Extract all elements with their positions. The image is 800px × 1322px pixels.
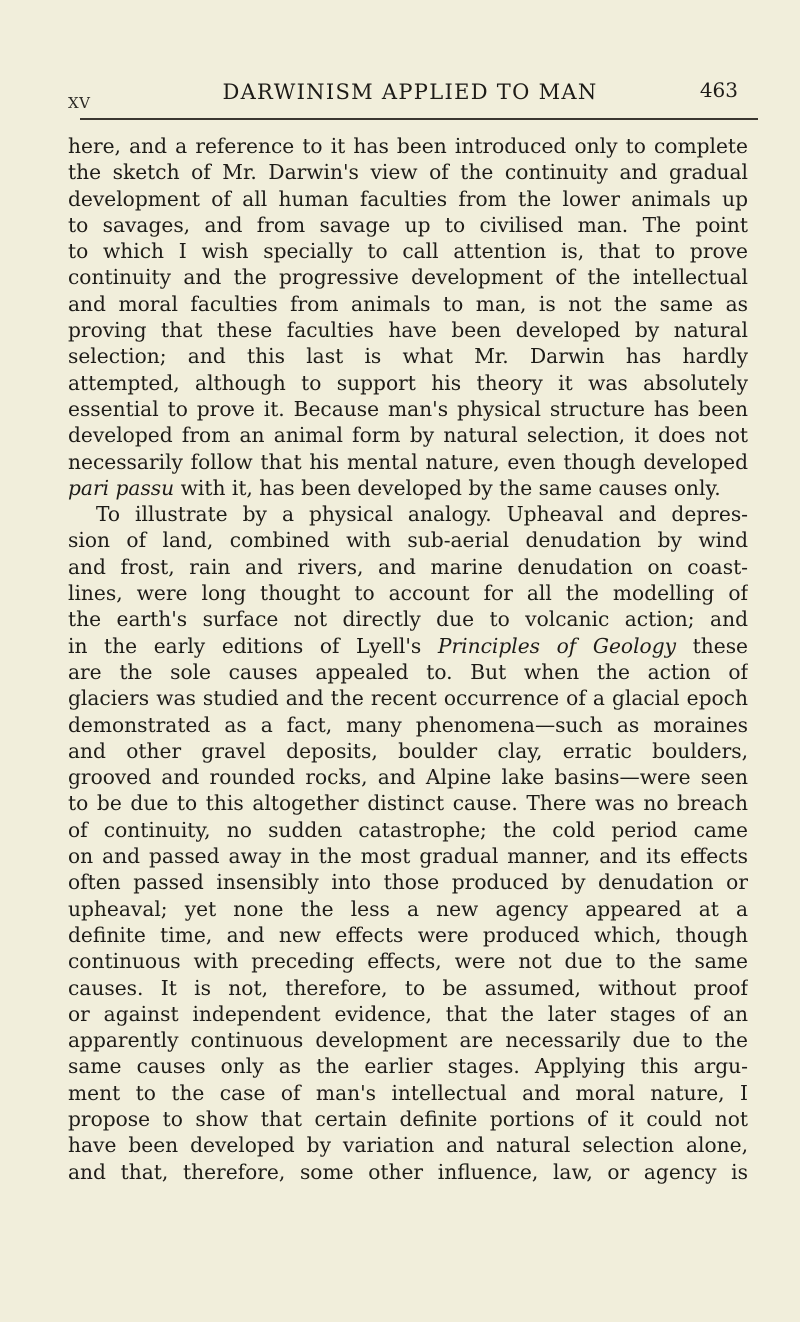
- text-line-rest: with it, has been developed by the same causes only.: [180, 475, 721, 500]
- text-line: developed from an animal form by natural selection, it does not: [68, 423, 748, 448]
- paragraph-start-line: To illustrate by a physical analogy. Upheaval and depres-: [96, 502, 748, 527]
- body-text: [68, 133, 748, 1185]
- running-head: [62, 80, 758, 110]
- text-line: continuity and the progressive development of the intellectual: [68, 265, 748, 290]
- text-line: demonstrated as a fact, many phenomena—such as moraines: [68, 712, 748, 737]
- text-line: to be due to this altogether distinct cause. There was no breach: [68, 791, 748, 816]
- text-line: selection; and this last is what Mr. Darwin has hardly: [68, 344, 748, 369]
- text-line: continuous with preceding effects, were not due to the same: [68, 949, 748, 974]
- text-line: lines, were long thought to account for all the modelling of: [68, 581, 748, 606]
- text-line: [68, 475, 748, 501]
- text-line-start: in the early editions of Lyell's: [68, 633, 422, 658]
- running-title: DARWINISM APPLIED TO MAN: [222, 80, 598, 104]
- text-line: attempted, although to support his theory it was absolutely: [68, 370, 748, 395]
- text-line: proving that these faculties have been developed by natural: [68, 318, 748, 343]
- text-line: upheaval; yet none the less a new agency appeared at a: [68, 896, 748, 921]
- text-line: to which I wish specially to call attention is, that to prove: [68, 239, 748, 264]
- text-line: propose to show that certain definite portions of it could not: [68, 1106, 748, 1131]
- text-line: the earth's surface not directly due to volcanic action; and: [68, 607, 748, 632]
- text-line: and moral faculties from animals to man, is not the same as: [68, 291, 748, 316]
- text-line: same causes only as the earlier stages. Applying this argu-: [68, 1054, 748, 1079]
- text-line: causes. It is not, therefore, to be assumed, without proof: [68, 975, 748, 1000]
- book-title-principles-of-geology: Principles of Geology: [437, 633, 677, 658]
- text-line: definite time, and new effects were produced which, though: [68, 922, 748, 947]
- text-line: or against independent evidence, that the later stages of an: [68, 1001, 748, 1026]
- text-line: ment to the case of man's intellectual and moral nature, I: [68, 1080, 748, 1105]
- text-line: grooved and rounded rocks, and Alpine lake basins—were seen: [68, 765, 748, 790]
- text-line-end: these: [692, 633, 748, 658]
- text-line: here, and a reference to it has been introduced only to complete: [68, 134, 748, 158]
- text-line: to savages, and from savage up to civilised man. The point: [68, 212, 748, 237]
- text-line: on and passed away in the most gradual manner, and its effects: [68, 844, 748, 869]
- text-line: essential to prove it. Because man's physical structure has been: [68, 396, 748, 421]
- text-line: glaciers was studied and the recent occurrence of a glacial epoch: [68, 686, 748, 711]
- text-line: of continuity, no sudden catastrophe; the cold period came: [68, 817, 748, 842]
- text-line: have been developed by variation and natural selection alone,: [68, 1133, 748, 1158]
- header-rule: [80, 118, 758, 120]
- text-line: sion of land, combined with sub-aerial denudation by wind: [68, 528, 748, 553]
- text-line: apparently continuous development are necessarily due to the: [68, 1028, 748, 1053]
- text-line: development of all human faculties from the lower animals up: [68, 186, 748, 211]
- text-line: are the sole causes appealed to. But when the action of: [68, 659, 748, 684]
- text-line: necessarily follow that his mental nature, even though developed: [68, 449, 748, 474]
- text-line: often passed insensibly into those produced by denudation or: [68, 870, 748, 895]
- italic-pari-passu: pari passu: [68, 475, 175, 500]
- chapter-number: XV: [68, 94, 91, 112]
- page-number: 463: [699, 78, 738, 102]
- text-line: and frost, rain and rivers, and marine denudation on coast-: [68, 554, 748, 579]
- text-line: and that, therefore, some other influence, law, or agency is: [68, 1159, 748, 1184]
- text-line: and other gravel deposits, boulder clay, erratic boulders,: [68, 738, 748, 763]
- text-line: [68, 633, 748, 659]
- text-line: the sketch of Mr. Darwin's view of the continuity and gradual: [68, 160, 748, 185]
